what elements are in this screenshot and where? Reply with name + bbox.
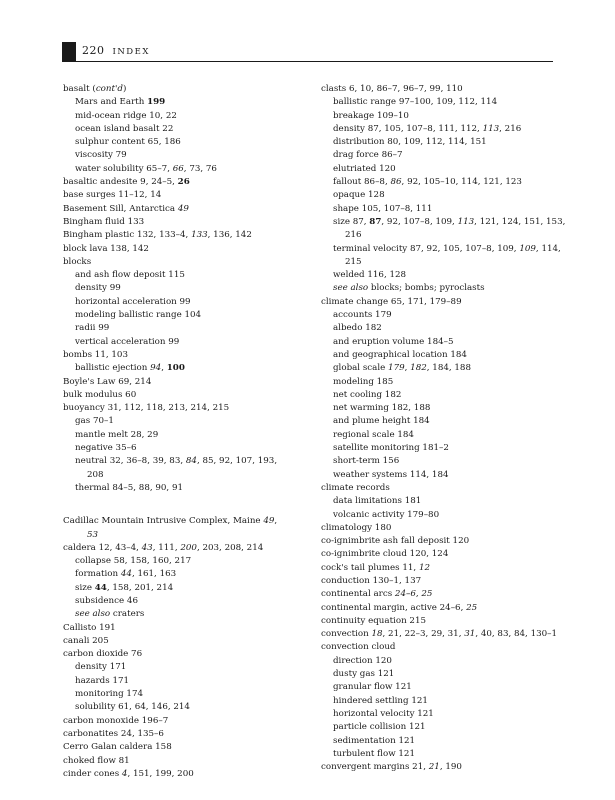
index-entry: [63, 203, 293, 216]
entry-text: fallout 86–8,: [333, 177, 391, 188]
entry-text: , 21, 22–3, 29, 31,: [382, 629, 465, 640]
section-gap: [63, 495, 293, 515]
entry-text: convection: [321, 629, 372, 640]
entry-text: carbon dioxide 76: [63, 649, 143, 660]
entry-text: convergent margins 21,: [321, 762, 429, 773]
index-subentry: [321, 123, 556, 136]
entry-text: albedo 182: [333, 323, 382, 334]
entry-text: conduction 130–1, 137: [321, 575, 422, 586]
header-bar: [62, 42, 76, 62]
entry-text: thermal 84–5, 88, 90, 91: [75, 482, 183, 493]
entry-text: continental margin, active 24–6,: [321, 602, 467, 613]
index-subentry: [321, 149, 556, 162]
index-subentry: [63, 555, 293, 568]
entry-text: sulphur content 65, 186: [75, 137, 181, 148]
entry-text: , 184, 188: [426, 363, 471, 374]
entry-text: continuity equation 215: [321, 615, 427, 626]
index-entry: [63, 256, 293, 269]
entry-text: and eruption volume 184–5: [333, 336, 454, 347]
index-subentry: [321, 469, 556, 482]
entry-text: buoyancy 31, 112, 118, 213, 214, 215: [63, 403, 230, 414]
index-subentry: [63, 296, 293, 309]
entry-text: 87: [369, 216, 382, 227]
entry-text: Callisto 191: [63, 622, 116, 633]
entry-text: , 111,: [152, 542, 181, 553]
entry-text: 215: [345, 256, 362, 267]
entry-text: , 216: [499, 123, 522, 134]
index-entry: [63, 402, 293, 415]
index-entry: [63, 349, 293, 362]
index-subentry: [321, 176, 556, 189]
index-subentry: [321, 509, 556, 522]
index-subentry: [321, 136, 556, 149]
index-continuation: [63, 469, 293, 482]
entry-text: Cadillac Mountain Intrusive Complex, Maine: [63, 516, 264, 527]
entry-text: see also: [75, 609, 111, 620]
entry-text: distribution 80, 109, 112, 114, 151: [333, 137, 487, 148]
entry-text: , 203, 208, 214: [196, 542, 264, 553]
entry-text: short-term 156: [333, 456, 400, 467]
entry-text: collapse 58, 158, 160, 217: [75, 556, 192, 567]
entry-text: modeling 185: [333, 376, 394, 387]
index-subentry: [321, 708, 556, 721]
entry-text: regional scale 184: [333, 429, 414, 440]
index-entry: [321, 615, 556, 628]
index-entry: [321, 535, 556, 548]
index-subentry: [63, 336, 293, 349]
index-column-right: [321, 83, 566, 774]
entry-text: 216: [345, 230, 362, 241]
entry-text: horizontal acceleration 99: [75, 296, 191, 307]
entry-text: direction 120: [333, 655, 392, 666]
index-entry: [63, 83, 293, 96]
entry-text: choked flow 81: [63, 755, 130, 766]
index-entry: [63, 728, 293, 741]
index-entry: [63, 635, 293, 648]
entry-text: ocean island basalt 22: [75, 123, 174, 134]
running-header: [82, 44, 150, 59]
entry-text: co-ignimbrite cloud 120, 124: [321, 549, 449, 560]
index-subentry: [321, 349, 556, 362]
entry-text: welded 116, 128: [333, 270, 407, 281]
entry-text: 179: [388, 363, 405, 374]
index-entry: [321, 588, 556, 601]
entry-text: 109: [519, 243, 536, 254]
index-subentry: [321, 282, 556, 295]
entry-text: , 136, 142: [207, 230, 252, 241]
index-subentry: [63, 322, 293, 335]
index-subentry: [63, 415, 293, 428]
entry-text: drag force 86–7: [333, 150, 403, 161]
index-entry: [321, 522, 556, 535]
entry-text: , 158, 201, 214: [106, 582, 174, 593]
index-entry: [321, 575, 556, 588]
entry-text: size: [75, 582, 95, 593]
entry-text: solubility 61, 64, 146, 214: [75, 702, 190, 713]
index-subentry: [63, 701, 293, 714]
entry-text: , 190: [439, 762, 462, 773]
index-entry: [63, 542, 293, 555]
index-subentry: [321, 429, 556, 442]
entry-text: 199: [147, 97, 166, 108]
entry-text: , 121, 124, 151, 153,: [474, 216, 566, 227]
entry-text: Boyle's Law 69, 214: [63, 376, 152, 387]
index-entry: [321, 296, 556, 309]
entry-text: carbonatites 24, 135–6: [63, 728, 164, 739]
entry-text: continental arcs: [321, 589, 395, 600]
entry-text: caldera 12, 43–4,: [63, 542, 142, 553]
index-subentry: [321, 336, 556, 349]
index-subentry: [63, 688, 293, 701]
index-subentry: [321, 96, 556, 109]
index-continuation: [321, 256, 556, 269]
entry-text: clasts 6, 10, 86–7, 96–7, 99, 110: [321, 84, 463, 94]
entry-text: co-ignimbrite ash fall deposit 120: [321, 536, 470, 547]
entry-text: craters: [110, 609, 145, 620]
index-subentry: [63, 123, 293, 136]
index-subentry: [63, 582, 293, 595]
entry-text: cock's tail plumes 11,: [321, 562, 419, 573]
entry-text: basaltic andesite 9, 24–5,: [63, 177, 178, 188]
index-subentry: [63, 568, 293, 581]
entry-text: blocks: [63, 256, 92, 267]
entry-text: 66: [172, 163, 184, 174]
entry-text: 200: [180, 542, 197, 553]
index-entry: [321, 548, 556, 561]
entry-text: size 87,: [333, 216, 370, 227]
entry-text: cont'd: [95, 84, 123, 94]
entry-text: ballistic range 97–100, 109, 112, 114: [333, 97, 498, 108]
entry-text: carbon monoxide 196–7: [63, 715, 169, 726]
running-title: INDEX: [112, 47, 150, 57]
index-subentry: [321, 163, 556, 176]
index-continuation: [63, 529, 293, 542]
index-continuation: [321, 229, 556, 242]
entry-text: and ash flow deposit 115: [75, 270, 185, 281]
index-entry: [63, 189, 293, 202]
entry-text: 12: [418, 562, 430, 573]
index-subentry: [321, 189, 556, 202]
entry-text: 49: [263, 516, 275, 527]
entry-text: bombs 11, 103: [63, 349, 128, 360]
index-subentry: [63, 110, 293, 123]
entry-text: 113: [457, 216, 475, 227]
index-entry: [63, 216, 293, 229]
index-subentry: [63, 269, 293, 282]
entry-text: 18: [371, 629, 383, 640]
index-subentry: [321, 389, 556, 402]
entry-text: bulk modulus 60: [63, 389, 137, 400]
index-subentry: [63, 675, 293, 688]
entry-text: volcanic activity 179–80: [333, 509, 440, 520]
entry-text: mid-ocean ridge 10, 22: [75, 110, 177, 121]
entry-text: 43: [141, 542, 153, 553]
entry-text: particle collision 121: [333, 722, 426, 733]
index-subentry: [63, 608, 293, 621]
index-subentry: [321, 455, 556, 468]
index-entry: [63, 648, 293, 661]
entry-text: 94: [150, 363, 162, 374]
entry-text: negative 35–6: [75, 443, 137, 454]
index-entry: [321, 641, 556, 654]
index-entry: [63, 755, 293, 768]
index-subentry: [321, 735, 556, 748]
entry-text: terminal velocity 87, 92, 105, 107–8, 109,: [333, 243, 520, 254]
index-subentry: [321, 655, 556, 668]
index-entry: [321, 761, 556, 774]
index-subentry: [321, 415, 556, 428]
entry-text: horizontal velocity 121: [333, 708, 434, 719]
index-subentry: [63, 96, 293, 109]
entry-text: density 99: [75, 283, 121, 294]
entry-text: dusty gas 121: [333, 669, 395, 680]
index-entry: [63, 741, 293, 754]
index-subentry: [63, 362, 293, 375]
entry-text: 182: [410, 363, 427, 374]
entry-text: net warming 182, 188: [333, 403, 431, 414]
entry-text: , 151, 199, 200: [127, 768, 194, 779]
entry-text: shape 105, 107–8, 111: [333, 203, 433, 214]
entry-text: ,: [274, 516, 278, 527]
entry-text: weather systems 114, 184: [333, 469, 449, 480]
entry-text: canali 205: [63, 635, 109, 646]
index-subentry: [321, 216, 566, 229]
entry-text: 26: [177, 177, 190, 188]
entry-text: modeling ballistic range 104: [75, 310, 202, 321]
entry-text: neutral 32, 36–8, 39, 83,: [75, 456, 186, 467]
index-subentry: [321, 110, 556, 123]
index-subentry: [321, 203, 556, 216]
index-subentry: [321, 668, 556, 681]
index-subentry: [321, 376, 556, 389]
entry-text: density 171: [75, 662, 127, 673]
index-subentry: [63, 442, 293, 455]
index-entry: [63, 389, 293, 402]
entry-text: blocks; bombs; pyroclasts: [368, 283, 485, 294]
entry-text: viscosity 79: [75, 150, 127, 161]
index-entry: [321, 482, 556, 495]
entry-text: water solubility 65–7,: [75, 163, 173, 174]
entry-text: Basement Sill, Antarctica: [63, 203, 178, 214]
entry-text: net cooling 182: [333, 389, 402, 400]
entry-text: monitoring 174: [75, 689, 143, 700]
entry-text: 208: [87, 469, 104, 480]
entry-text: ,: [415, 589, 422, 600]
entry-text: 86: [390, 177, 402, 188]
index-subentry: [63, 595, 293, 608]
index-subentry: [63, 455, 293, 468]
entry-text: climate change 65, 171, 179–89: [321, 296, 462, 307]
entry-text: vertical acceleration 99: [75, 336, 180, 347]
index-subentry: [321, 402, 556, 415]
entry-text: , 114,: [535, 243, 561, 254]
entry-text: and geographical location 184: [333, 349, 467, 360]
entry-text: radii 99: [75, 323, 110, 334]
entry-text: 31: [464, 629, 476, 640]
entry-text: ,: [161, 363, 167, 374]
index-entry: [63, 715, 293, 728]
entry-text: 25: [466, 602, 478, 613]
entry-text: Bingham plastic 132, 133–4,: [63, 230, 192, 241]
entry-text: 84: [185, 456, 197, 467]
index-subentry: [321, 495, 556, 508]
entry-text: granular flow 121: [333, 682, 412, 693]
entry-text: climate records: [321, 482, 390, 493]
entry-text: , 40, 83, 84, 130–1: [475, 629, 558, 640]
entry-text: 53: [87, 529, 99, 540]
index-subentry: [63, 661, 293, 674]
entry-text: basalt (: [63, 84, 96, 94]
index-subentry: [321, 442, 556, 455]
entry-text: 24–6: [394, 589, 416, 600]
index-subentry: [63, 149, 293, 162]
index-subentry: [321, 362, 556, 375]
entry-text: 113: [482, 123, 500, 134]
entry-text: climatology 180: [321, 522, 392, 533]
index-subentry: [63, 429, 293, 442]
entry-text: , 161, 163: [131, 569, 177, 580]
entry-text: and plume height 184: [333, 416, 430, 427]
index-entry: [63, 622, 293, 635]
entry-text: subsidence 46: [75, 595, 138, 606]
entry-text: formation: [75, 569, 121, 580]
index-subentry: [321, 243, 561, 256]
index-column-left: [63, 83, 293, 781]
entry-text: convection cloud: [321, 642, 396, 653]
index-subentry: [321, 695, 556, 708]
entry-text: gas 70–1: [75, 416, 114, 427]
entry-text: 44: [120, 569, 132, 580]
entry-text: Cerro Galan caldera 158: [63, 742, 172, 753]
index-subentry: [63, 309, 293, 322]
index-subentry: [321, 748, 556, 761]
entry-text: hazards 171: [75, 675, 130, 686]
entry-text: Bingham fluid 133: [63, 216, 145, 227]
entry-text: base surges 11–12, 14: [63, 190, 162, 201]
index-subentry: [63, 282, 293, 295]
entry-text: 44: [94, 582, 107, 593]
entry-text: breakage 109–10: [333, 110, 409, 121]
entry-text: , 73, 76: [183, 163, 217, 174]
entry-text: cinder cones: [63, 768, 122, 779]
entry-text: block lava 138, 142: [63, 243, 149, 254]
entry-text: 25: [421, 589, 433, 600]
index-subentry: [63, 482, 293, 495]
entry-text: ): [122, 84, 127, 94]
header-rule: [62, 61, 553, 62]
entry-text: data limitations 181: [333, 496, 422, 507]
index-subentry: [321, 309, 556, 322]
entry-text: 4: [121, 768, 128, 779]
entry-text: Mars and Earth: [75, 97, 148, 108]
index-entry: [63, 515, 293, 528]
entry-text: satellite monitoring 181–2: [333, 443, 449, 454]
entry-text: ,: [404, 363, 411, 374]
index-subentry: [321, 681, 556, 694]
entry-text: sedimentation 121: [333, 735, 416, 746]
entry-text: global scale: [333, 363, 389, 374]
index-subentry: [63, 136, 293, 149]
index-subentry: [63, 163, 293, 176]
index-subentry: [321, 322, 556, 335]
index-entry: [63, 376, 293, 389]
entry-text: turbulent flow 121: [333, 748, 415, 759]
entry-text: accounts 179: [333, 310, 392, 321]
index-subentry: [321, 721, 556, 734]
entry-text: 49: [177, 203, 189, 214]
entry-text: 21: [428, 762, 440, 773]
entry-text: ballistic ejection: [75, 363, 151, 374]
entry-text: opaque 128: [333, 190, 385, 201]
index-entry: [63, 176, 293, 189]
entry-text: , 92, 105–10, 114, 121, 123: [401, 177, 522, 188]
entry-text: , 92, 107–8, 109,: [381, 216, 458, 227]
index-entry: [63, 229, 293, 242]
entry-text: hindered settling 121: [333, 695, 428, 706]
entry-text: 133: [191, 230, 208, 241]
entry-text: elutriated 120: [333, 163, 396, 174]
entry-text: 100: [166, 363, 185, 374]
index-entry: [321, 602, 556, 615]
entry-text: , 85, 92, 107, 193,: [196, 456, 278, 467]
index-entry: [63, 243, 293, 256]
page-number: 220: [82, 44, 105, 57]
index-entry: [63, 768, 293, 781]
index-entry: [321, 562, 556, 575]
index-entry: [321, 83, 556, 96]
index-subentry: [321, 269, 556, 282]
entry-text: see also: [333, 283, 369, 294]
entry-text: mantle melt 28, 29: [75, 429, 159, 440]
index-entry: [321, 628, 556, 641]
entry-text: density 87, 105, 107–8, 111, 112,: [333, 123, 483, 134]
